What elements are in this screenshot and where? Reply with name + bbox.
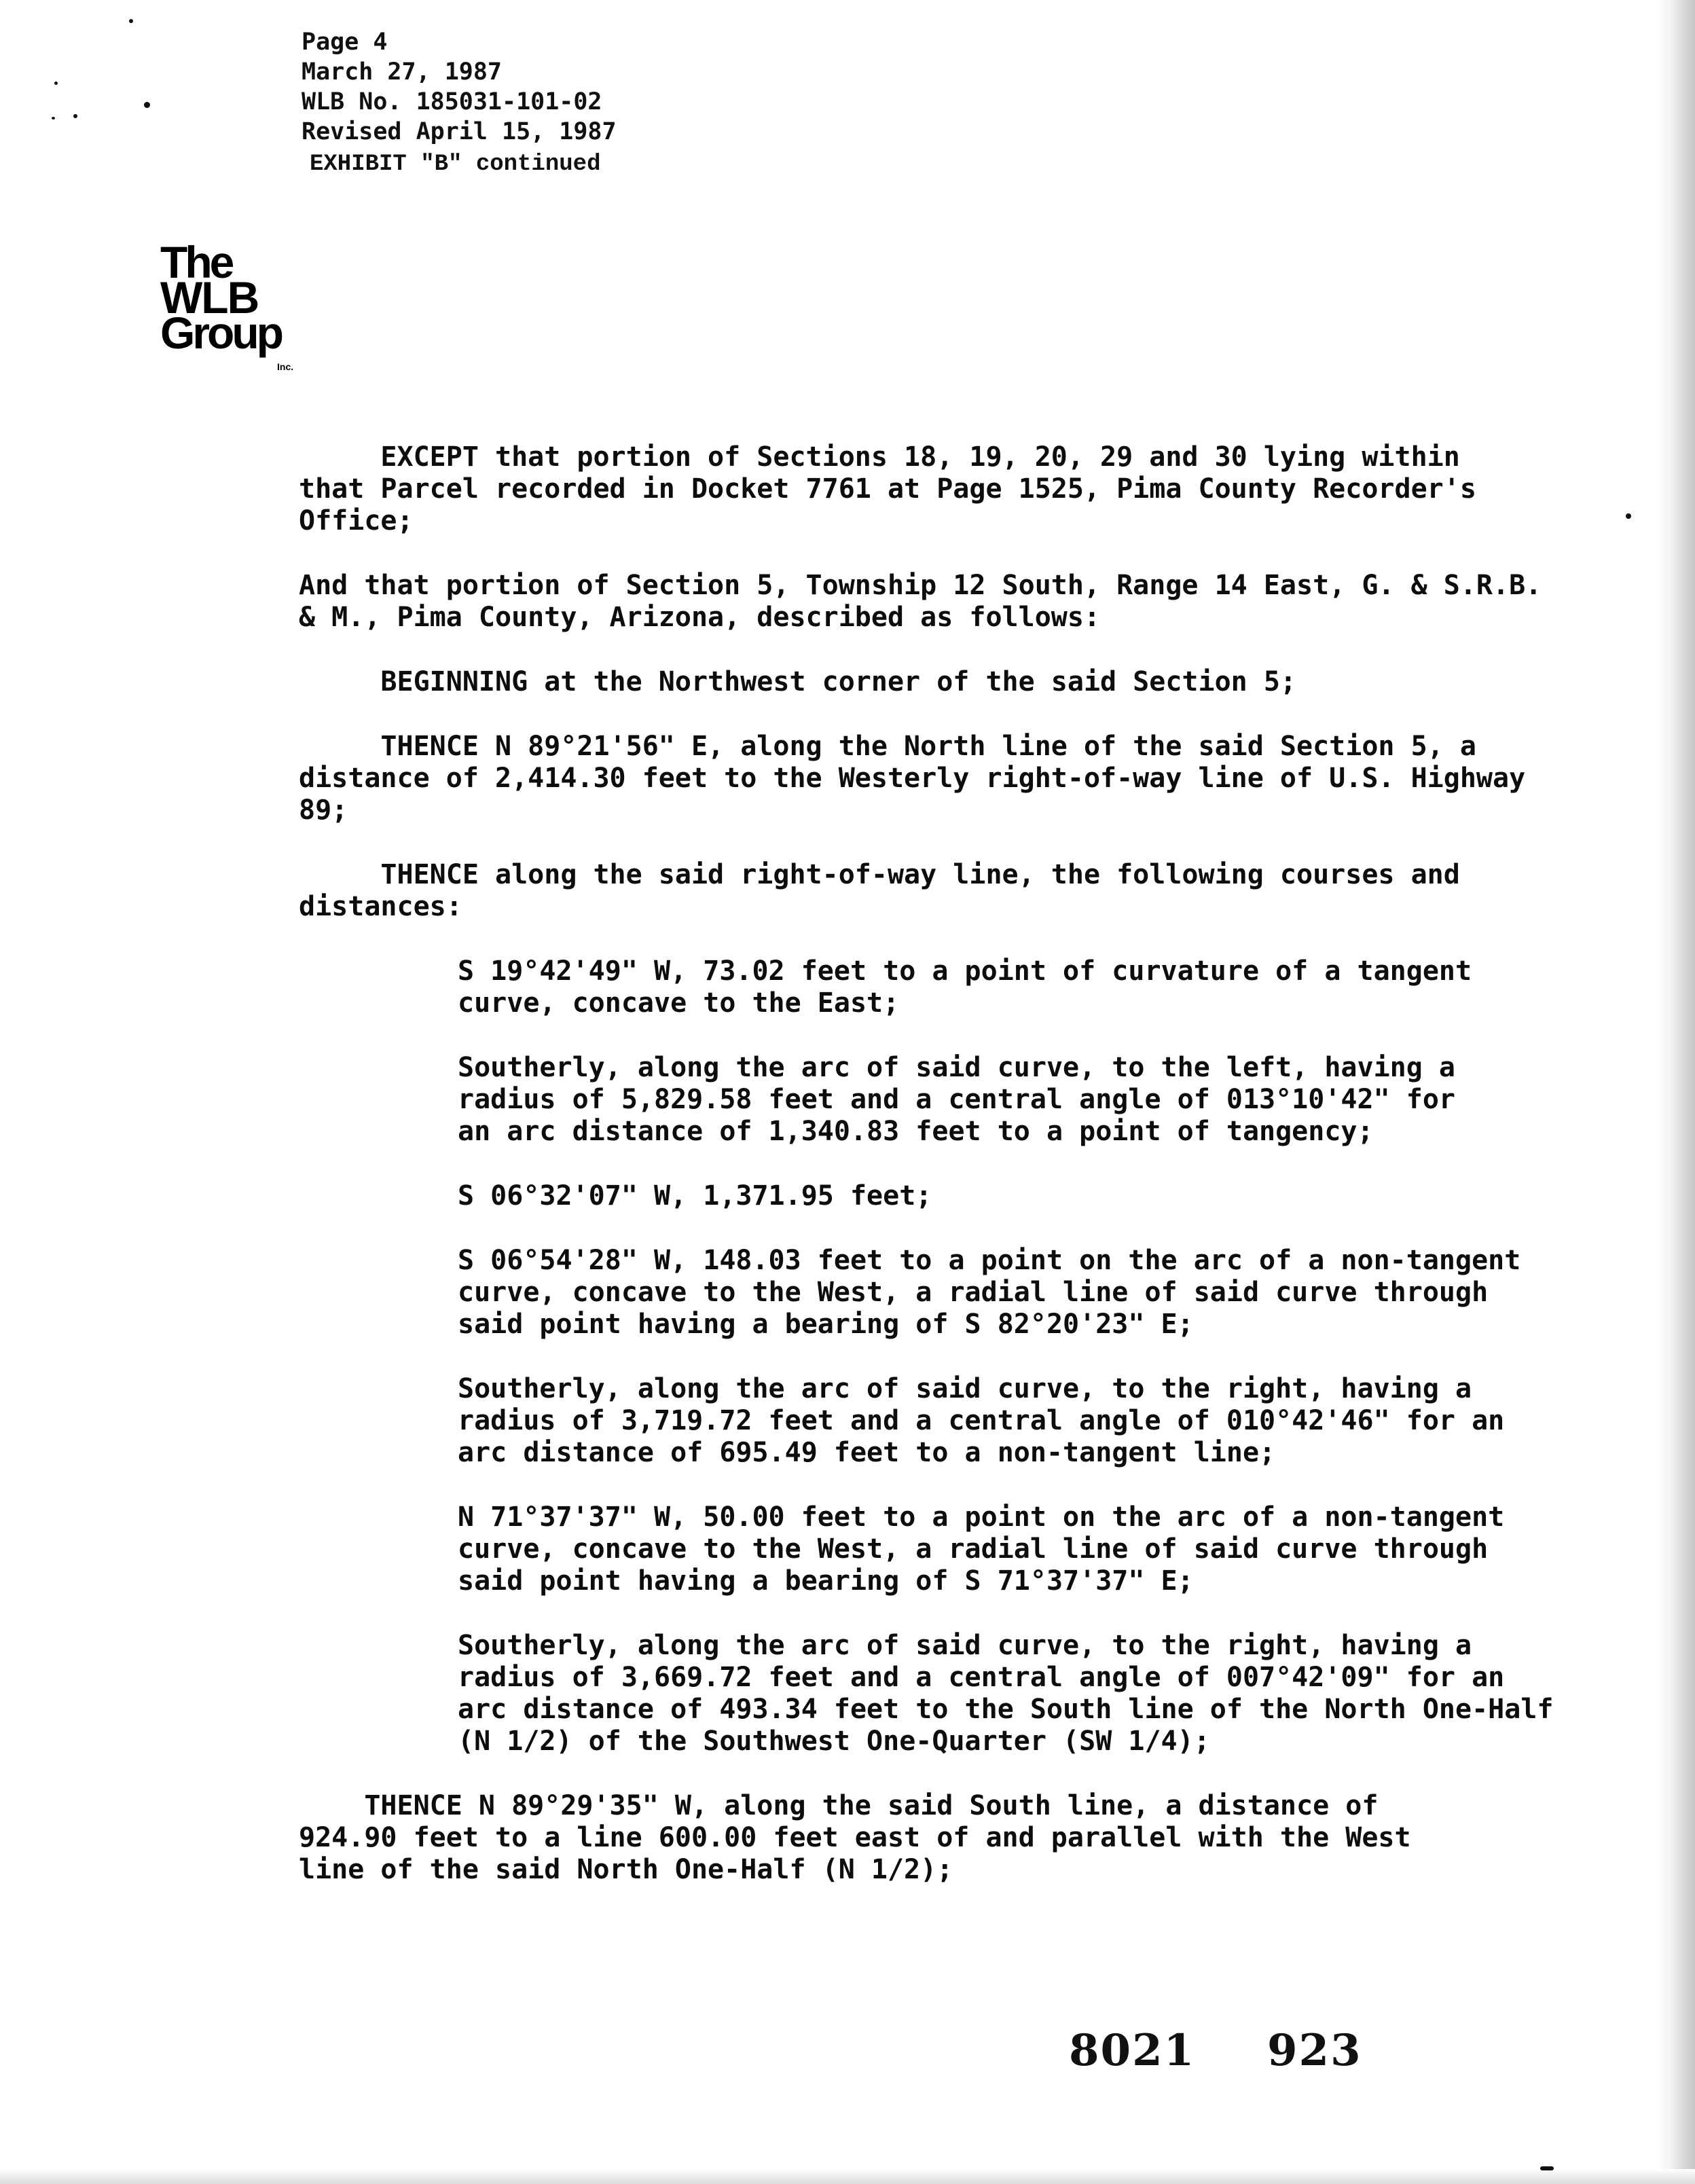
scan-edge-right bbox=[1657, 0, 1695, 2184]
course-item: Southerly, along the arc of said curve, to the left, having a radius of 5,829.58 feet and a central angle of 013°10'42" for an arc distance of 1,340.83 feet to a point of tangency; bbox=[458, 1052, 1456, 1147]
course-item: S 06°54'28" W, 148.03 feet to a point on the arc of a non-tangent curve, concave to the West, a radial line of said curve through said point having a bearing of S 82°20'23" E; bbox=[458, 1245, 1521, 1340]
scan-speck bbox=[54, 81, 58, 85]
thence-north-paragraph: THENCE N 89°21'56" E, along the North line of the said Section 5, a distance of 2,414.30 feet to the Westerly right-of-way line of U.S. Highway 89; bbox=[299, 731, 1526, 826]
document-header bbox=[302, 27, 617, 179]
logo-inc: Inc. bbox=[277, 361, 294, 372]
section-5-paragraph: And that portion of Section 5, Township 12 South, Range 14 East, G. & S.R.B. & M., Pima County, Arizona, described as follows: bbox=[299, 570, 1542, 633]
docket-page-number: 923 bbox=[1267, 2025, 1362, 2076]
wlb-group-logo bbox=[160, 237, 316, 380]
scan-speck bbox=[73, 114, 77, 118]
course-item: N 71°37'37" W, 50.00 feet to a point on the arc of a non-tangent curve, concave to the West, a radial line of said curve through said point having a bearing of S 71°37'37" E; bbox=[458, 1502, 1505, 1597]
beginning-paragraph: BEGINNING at the Northwest corner of the said Section 5; bbox=[299, 666, 1297, 697]
revised-date: Revised April 15, 1987 bbox=[302, 118, 617, 145]
scan-speck bbox=[1626, 513, 1631, 519]
courses-list bbox=[458, 956, 1554, 1758]
scan-edge-bottom bbox=[0, 2169, 1695, 2184]
thence-south-line-paragraph: THENCE N 89°29'35" W, along the said South line, a distance of 924.90 feet to a line 600.00 feet east of and parallel with the West line of the said North One-Half (N 1/2); bbox=[299, 1790, 1411, 1885]
logo-line-wlb: WLB bbox=[160, 272, 259, 323]
exhibit-label: EXHIBIT "B" continued bbox=[310, 151, 601, 177]
scan-speck bbox=[129, 19, 133, 23]
page-number: Page 4 bbox=[302, 29, 388, 56]
logo-line-the: The bbox=[160, 237, 232, 287]
logo-line-group: Group bbox=[160, 308, 281, 358]
docket-book-number: 8021 bbox=[1069, 2025, 1196, 2076]
course-item: Southerly, along the arc of said curve, to the right, having a radius of 3,669.72 feet and a central angle of 007°42'09" for an arc distance of 493.34 feet to the South line of the North One-Half (N 1/2) of the Southwest One-Quarter (SW 1/4); bbox=[458, 1630, 1554, 1757]
document-date: March 27, 1987 bbox=[302, 58, 503, 86]
scan-speck bbox=[52, 117, 55, 120]
legal-description bbox=[299, 441, 1554, 1886]
thence-right-of-way-paragraph: THENCE along the said right-of-way line, the following courses and distances: bbox=[299, 859, 1460, 922]
except-paragraph: EXCEPT that portion of Sections 18, 19, 20, 29 and 30 lying within that Parcel recorded in Docket 7761 at Page 1525, Pima County Recorder's Office; bbox=[299, 441, 1476, 536]
course-item: Southerly, along the arc of said curve, to the right, having a radius of 3,719.72 feet and a central angle of 010°42'46" for an arc distance of 695.49 feet to a non-tangent line; bbox=[458, 1373, 1505, 1468]
scan-speck bbox=[1540, 2166, 1554, 2170]
course-item: S 19°42'49" W, 73.02 feet to a point of curvature of a tangent curve, concave to the East; bbox=[458, 956, 1472, 1019]
course-item: S 06°32'07" W, 1,371.95 feet; bbox=[458, 1180, 932, 1212]
scan-speck bbox=[144, 102, 150, 108]
wlb-number: WLB No. 185031-101-02 bbox=[302, 88, 602, 115]
